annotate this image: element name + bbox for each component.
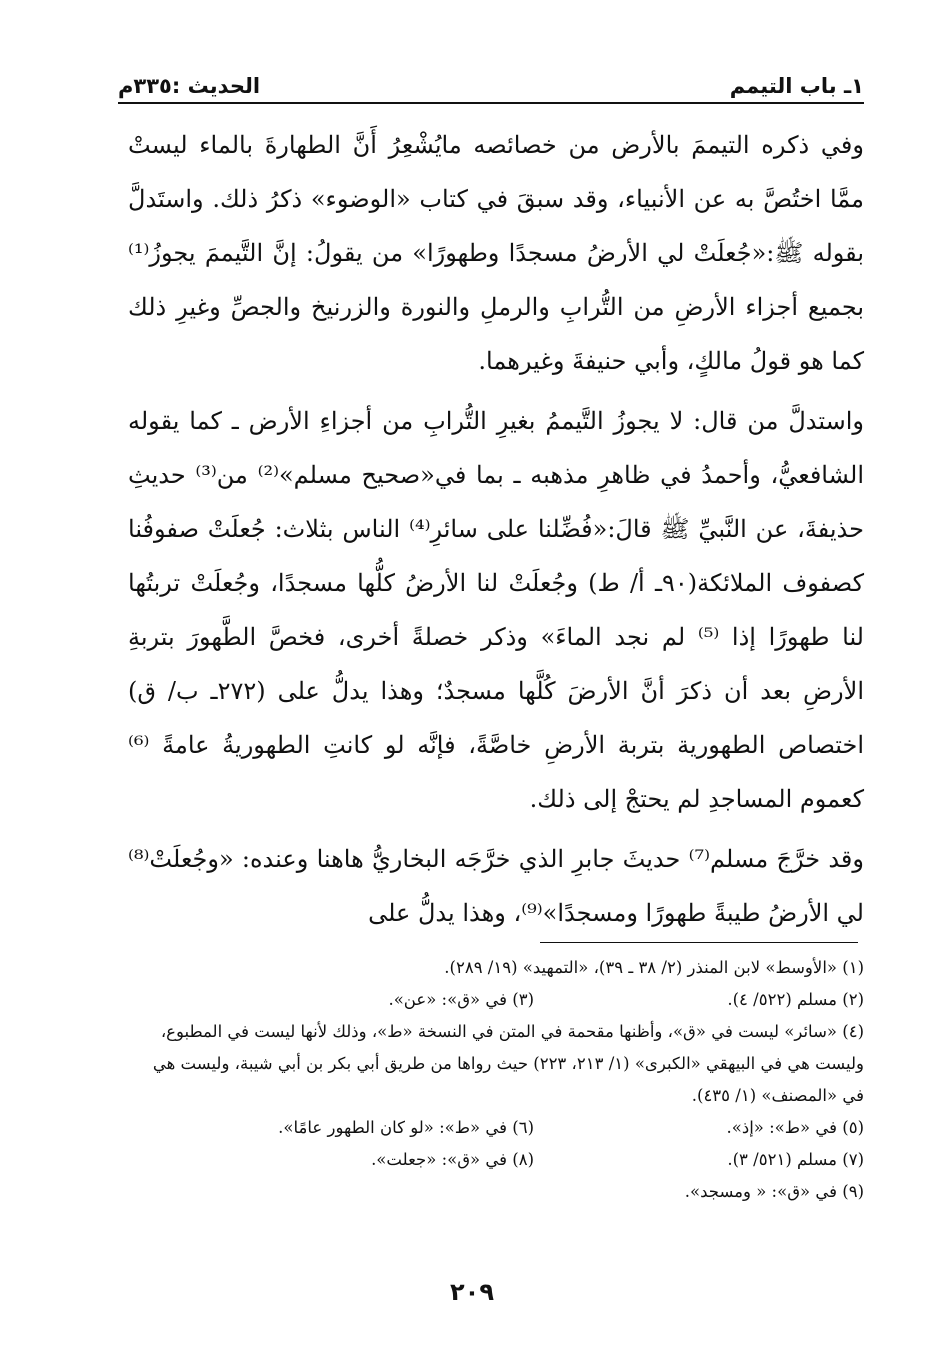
main-text <box>128 118 864 940</box>
header-rule <box>118 102 864 104</box>
footnote-7: (٧) مسلم (٥٢١/ ٣). <box>727 1150 864 1169</box>
footnote-rule <box>540 942 858 943</box>
footnote-1: (١) «الأوسط» لابن المنذر (٢/ ٣٨ ـ ٣٩)، «التمهيد» (١٩/ ٢٨٩). <box>444 958 864 977</box>
running-header <box>118 58 864 98</box>
footnote-4: (٤) «سائر» ليست في «ق»، وأظنها مقحمة في المتن في النسخة «ط»، وذلك لأنها ليست في المطبوع، وليست هي في البيهقي «الكبرى» (١/ ٢١٣، ٢٢٣) حيث رواها من طريق أبي بكر بن أبي شيبة، وليست هي في «المصنف» (١/ ٤٣٥). <box>152 1022 864 1105</box>
footnote-3: (٣) في «ق»: «عن». <box>388 990 534 1009</box>
chapter-title: ١ـ باب التيمم <box>729 74 864 98</box>
paragraph-3: وقد خرَّجَ مسلم⁽⁷⁾ حديثَ جابرِ الذي خرَّجَه البخاريُّ هاهنا وعنده: «وجُعلَتْ⁽⁸⁾ لي الأرضُ طيبةً طهورًا ومسجدًا»⁽⁹⁾، وهذا يدلُّ على <box>128 845 864 927</box>
footnote-9: (٩) في «ق»: « ومسجد». <box>684 1182 864 1201</box>
footnote-2: (٢) مسلم (٥٢٢/ ٤). <box>727 990 864 1009</box>
footnote-6: (٦) في «ط»: «لو كان الطهور عامًا». <box>278 1118 534 1137</box>
footnotes <box>128 952 864 1208</box>
hadith-reference: الحديث :٣٣٥م <box>118 74 261 98</box>
footnote-row <box>128 984 864 1016</box>
paragraph-2: واستدلَّ من قال: لا يجوزُ التَّيممُ بغيرِ التُّرابِ من أجزاءِ الأرض ـ كما يقوله الشافعيُّ، وأحمدُ في ظاهرِ مذهبه ـ بما في«صحيح مسلم»⁽²⁾ من⁽³⁾ حديثِ حذيفةَ، عن النَّبيِّ ﷺ قالَ:«فُضِّلنا على سائرِ⁽⁴⁾ الناس بثلاث: جُعلَتْ صفوفُنا كصفوف الملائكة(٩٠ـ أ/ ط) وجُعلَتْ لنا الأرضُ كلُّها مسجدًا، وجُعلَتْ تربتُها لنا طهورًا إذا ⁽⁵⁾ لم نجد الماءَ» وذكر خصلةً أخرى، فخصَّ الطَّهورَ بتربةِ الأرضِ بعد أن ذكرَ أنَّ الأرضَ كُلَّها مسجدٌ؛ وهذا يدلُّ على (٢٧٢ـ ب/ ق) اختصاص الطهورية بتربة الأرضِ خاصَّةً، فإنَّه لو كانتِ الطهوريةُ عامةً ⁽⁶⁾كعموم المساجدِ لم يحتجْ إلى ذلك. <box>128 407 865 813</box>
footnote-row <box>128 1144 864 1176</box>
paragraph-1: وفي ذكره التيممَ بالأرض من خصائصه مايُشْعِرُ أَنَّ الطهارةَ بالماء ليستْ ممَّا اختُصَّ به عن الأنبياء، وقد سبقَ في كتاب «الوضوء» ذكرُ ذلك. واستَدلَّ بقوله ﷺ:«جُعلَتْ لي الأرضُ مسجدًا وطهورًا» من يقولُ: إنَّ التَّيممَ يجوزُ⁽¹⁾ بجميع أجزاء الأرضِ من التُّرابِ والرملِ والنورة والزرنيخ والجصِّ وغيرِ ذلك كما هو قولُ مالكٍ، وأبي حنيفةَ وغيرهما. <box>128 131 864 375</box>
footnote-5: (٥) في «ط»: «إذ». <box>726 1118 864 1137</box>
footnote-8: (٨) في «ق»: «جعلت». <box>371 1150 534 1169</box>
footnote-row <box>128 1112 864 1144</box>
page-number: ٢٠٩ <box>450 1278 494 1306</box>
